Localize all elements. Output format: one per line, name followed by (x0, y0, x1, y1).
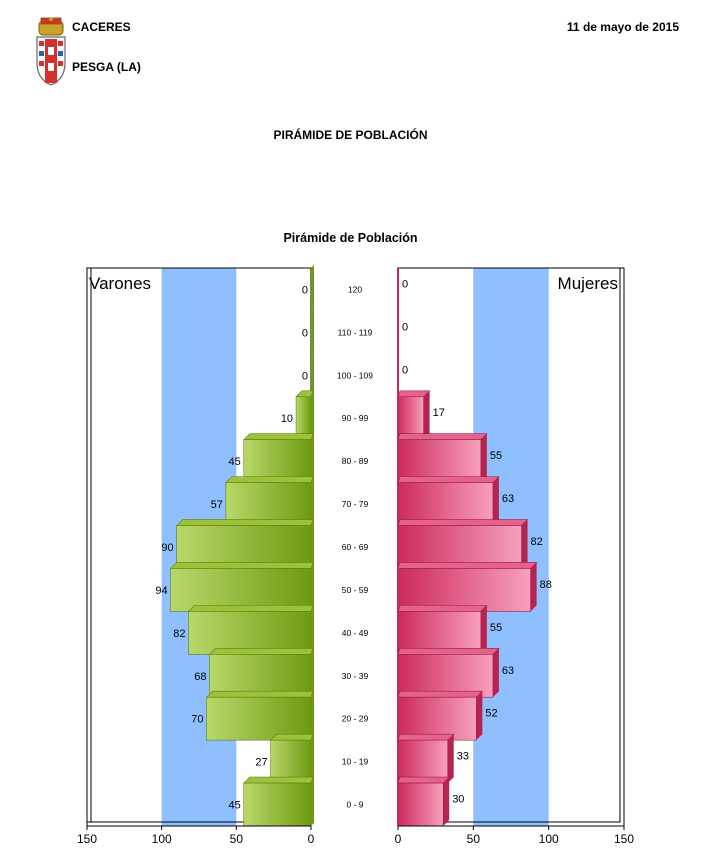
bar-varones-side (311, 351, 314, 397)
bar-varones (244, 440, 311, 483)
bar-varones-top (244, 434, 313, 440)
bar-mujeres-top (398, 777, 449, 783)
left-x-tick-label: 150 (76, 832, 98, 846)
data-label-varones: 27 (255, 756, 268, 769)
bar-mujeres-side (531, 562, 537, 611)
bar-varones-side (311, 394, 314, 440)
data-label-mujeres: 30 (452, 793, 465, 806)
bar-mujeres (398, 397, 424, 440)
age-group-label: 50 - 59 (341, 584, 369, 595)
age-group-label: 10 - 19 (341, 756, 369, 767)
bar-varones (244, 783, 311, 826)
bar-varones-side (311, 437, 314, 483)
bar-varones (271, 740, 311, 783)
bar-varones-top (209, 648, 313, 654)
data-label-varones: 90 (161, 542, 174, 554)
bar-varones-top (189, 605, 313, 611)
age-group-label: 70 - 79 (341, 499, 369, 510)
age-group-label: 20 - 29 (341, 713, 369, 724)
data-label-mujeres: 0 (402, 321, 409, 334)
bar-varones (171, 568, 311, 611)
bar-varones (226, 483, 311, 526)
bar-mujeres (398, 483, 493, 526)
bar-varones-side (311, 265, 314, 311)
data-label-varones: 68 (194, 670, 207, 683)
bar-mujeres (398, 740, 448, 783)
data-label-mujeres: 55 (489, 450, 503, 463)
data-label-varones: 0 (301, 370, 308, 383)
bar-mujeres-side (481, 434, 487, 483)
data-label-varones: 70 (191, 713, 204, 726)
bar-varones-side (311, 523, 314, 569)
data-label-mujeres: 55 (489, 621, 503, 634)
bar-mujeres-side (493, 477, 499, 526)
data-label-mujeres: 52 (485, 707, 498, 720)
bar-mujeres-side (481, 605, 487, 654)
data-label-mujeres: 0 (402, 364, 409, 377)
bar-varones-side (311, 608, 314, 654)
age-group-label: 120 (347, 284, 363, 295)
data-label-varones: 94 (155, 584, 168, 597)
right-x-tick-label: 150 (613, 832, 635, 846)
bar-mujeres-top (398, 562, 537, 568)
bar-varones-top (206, 691, 313, 697)
right-x-tick-label: 100 (538, 832, 559, 846)
bar-varones-side (311, 565, 314, 611)
bar-mujeres (398, 440, 481, 483)
bar-mujeres-side (476, 691, 482, 740)
age-group-label: 0 - 9 (346, 799, 364, 810)
data-label-mujeres: 82 (530, 536, 543, 548)
age-group-label: 30 - 39 (341, 670, 369, 681)
age-group-label: 90 - 99 (341, 413, 369, 424)
data-label-mujeres: 17 (432, 407, 445, 420)
right-x-tick-label: 0 (394, 832, 402, 846)
bar-mujeres (398, 783, 443, 826)
bar-varones-side (311, 694, 314, 740)
bar-varones-side (311, 737, 314, 783)
data-label-varones: 45 (228, 799, 241, 812)
data-label-varones: 0 (301, 284, 308, 297)
bar-varones-top (271, 734, 313, 740)
bar-varones-side (311, 651, 314, 697)
bar-mujeres-top (398, 434, 487, 440)
age-group-label: 110 - 119 (337, 327, 373, 338)
bar-varones (206, 697, 311, 740)
bar-mujeres-top (398, 648, 499, 654)
bar-varones-top (226, 477, 313, 483)
legend-mujeres: Mujeres (557, 274, 618, 293)
bar-mujeres-top (398, 734, 454, 740)
data-label-varones: 45 (228, 456, 241, 469)
bar-mujeres-side (493, 648, 499, 697)
data-label-varones: 82 (173, 627, 186, 640)
bar-varones-top (296, 391, 313, 397)
bar-mujeres-side (448, 734, 454, 783)
report-date: 11 de mayo de 2015 (566, 20, 679, 34)
bar-varones-side (311, 308, 314, 354)
data-label-mujeres: 88 (539, 578, 552, 591)
bar-mujeres-side (424, 391, 430, 440)
left-x-tick-label: 100 (151, 832, 172, 846)
bar-mujeres (398, 697, 476, 740)
age-group-label: 60 - 69 (341, 542, 369, 552)
province-label: CACERES (72, 20, 131, 34)
bar-varones-side (311, 480, 314, 526)
bar-mujeres (398, 611, 481, 654)
data-label-mujeres: 63 (501, 664, 515, 677)
bar-mujeres-top (398, 477, 499, 483)
bar-varones-top (171, 562, 313, 568)
bar-mujeres-side (443, 777, 449, 826)
bar-mujeres-top (398, 605, 487, 611)
data-label-varones: 0 (301, 327, 308, 340)
data-label-varones: 10 (280, 413, 294, 426)
bar-varones-side (311, 780, 314, 826)
data-label-mujeres: 33 (456, 750, 469, 763)
bar-mujeres-top (398, 520, 528, 526)
bar-mujeres (398, 654, 493, 697)
bar-varones (189, 611, 311, 654)
municipality-label: PESGA (LA) (72, 60, 141, 74)
age-group-label: 100 - 109 (337, 370, 373, 381)
bar-mujeres (398, 568, 531, 611)
bar-mujeres (398, 526, 522, 569)
left-x-tick-label: 0 (307, 832, 315, 846)
age-group-label: 80 - 89 (341, 456, 369, 467)
legend-varones: Varones (89, 274, 152, 293)
bar-varones (296, 397, 311, 440)
right-x-tick-label: 50 (466, 832, 481, 846)
bar-mujeres-side (522, 520, 528, 569)
chart-title: Pirámide de Población (283, 231, 418, 245)
data-label-mujeres: 63 (501, 493, 515, 506)
bar-varones-top (177, 520, 313, 526)
data-label-varones: 57 (210, 499, 223, 512)
left-frame-depth (87, 268, 91, 822)
report-title: PIRÁMIDE DE POBLACIÓN (273, 128, 428, 142)
left-x-tick-label: 50 (229, 832, 244, 846)
bar-varones (177, 526, 311, 569)
bar-varones (209, 654, 311, 697)
data-label-mujeres: 0 (402, 278, 409, 291)
age-group-label: 40 - 49 (341, 627, 369, 638)
bar-varones-top (244, 777, 313, 783)
bar-mujeres-top (398, 691, 482, 697)
